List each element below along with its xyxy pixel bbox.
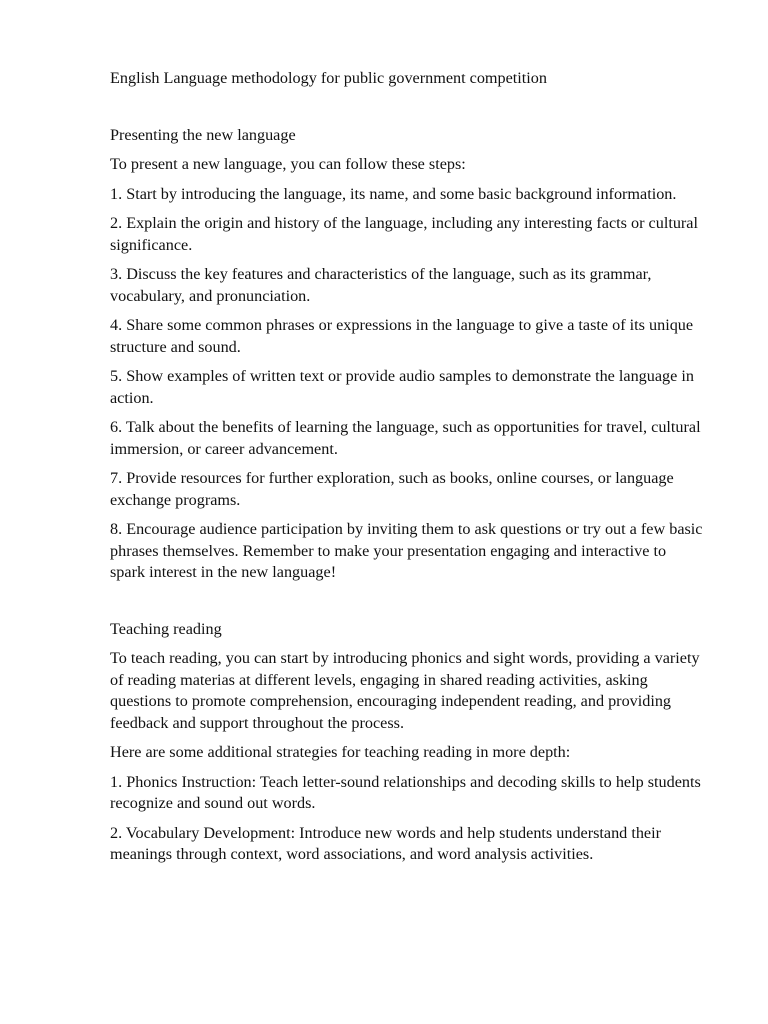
list-item: 6. Talk about the benefits of learning the language, such as opportunities for travel, cultural immersion, or career advancement. — [110, 418, 701, 458]
section-intro: To teach reading, you can start by introducing phonics and sight words, providing a variety of reading materias at different levels, engaging in shared reading activities, asking questions to promote comprehension, encouraging independent reading, and providing feedback and support throughout the process. — [110, 649, 700, 732]
list-item: 1. Start by introducing the language, its name, and some basic background information. — [110, 184, 677, 203]
section-heading: Presenting the new language — [110, 125, 296, 144]
list-item: 3. Discuss the key features and characteristics of the language, such as its grammar, vocabulary, and pronunciation. — [110, 265, 652, 305]
list-item: 4. Share some common phrases or expressions in the language to give a taste of its unique structure and sound. — [110, 316, 694, 356]
section-teaching-reading — [110, 619, 705, 866]
document-title: English Language methodology for public government competition — [110, 69, 547, 87]
section-heading: Teaching reading — [110, 619, 222, 638]
list-item: 8. Encourage audience participation by inviting them to ask questions or try out a few basic phrases themselves. Remember to make your presentation engaging and interactive to spark interest in the new language! — [110, 520, 703, 581]
section-spacer — [110, 592, 705, 619]
document-page — [110, 68, 705, 874]
section-intro: To present a new language, you can follow these steps: — [110, 155, 466, 173]
list-item: 1. Phonics Instruction: Teach letter-sound relationships and decoding skills to help students recognize and sound out words. — [110, 772, 701, 812]
list-item: 2. Explain the origin and history of the language, including any interesting facts or cultural significance. — [110, 214, 698, 254]
section-presenting — [110, 125, 705, 584]
list-item: 2. Vocabulary Development: Introduce new words and help students understand their meanings through context, word associations, and word analysis activities. — [110, 823, 661, 863]
list-item: 5. Show examples of written text or provide audio samples to demonstrate the language in action. — [110, 367, 694, 407]
section-intro-secondary: Here are some additional strategies for teaching reading in more depth: — [110, 743, 571, 761]
list-item: 7. Provide resources for further exploration, such as books, online courses, or language exchange programs. — [110, 469, 674, 509]
